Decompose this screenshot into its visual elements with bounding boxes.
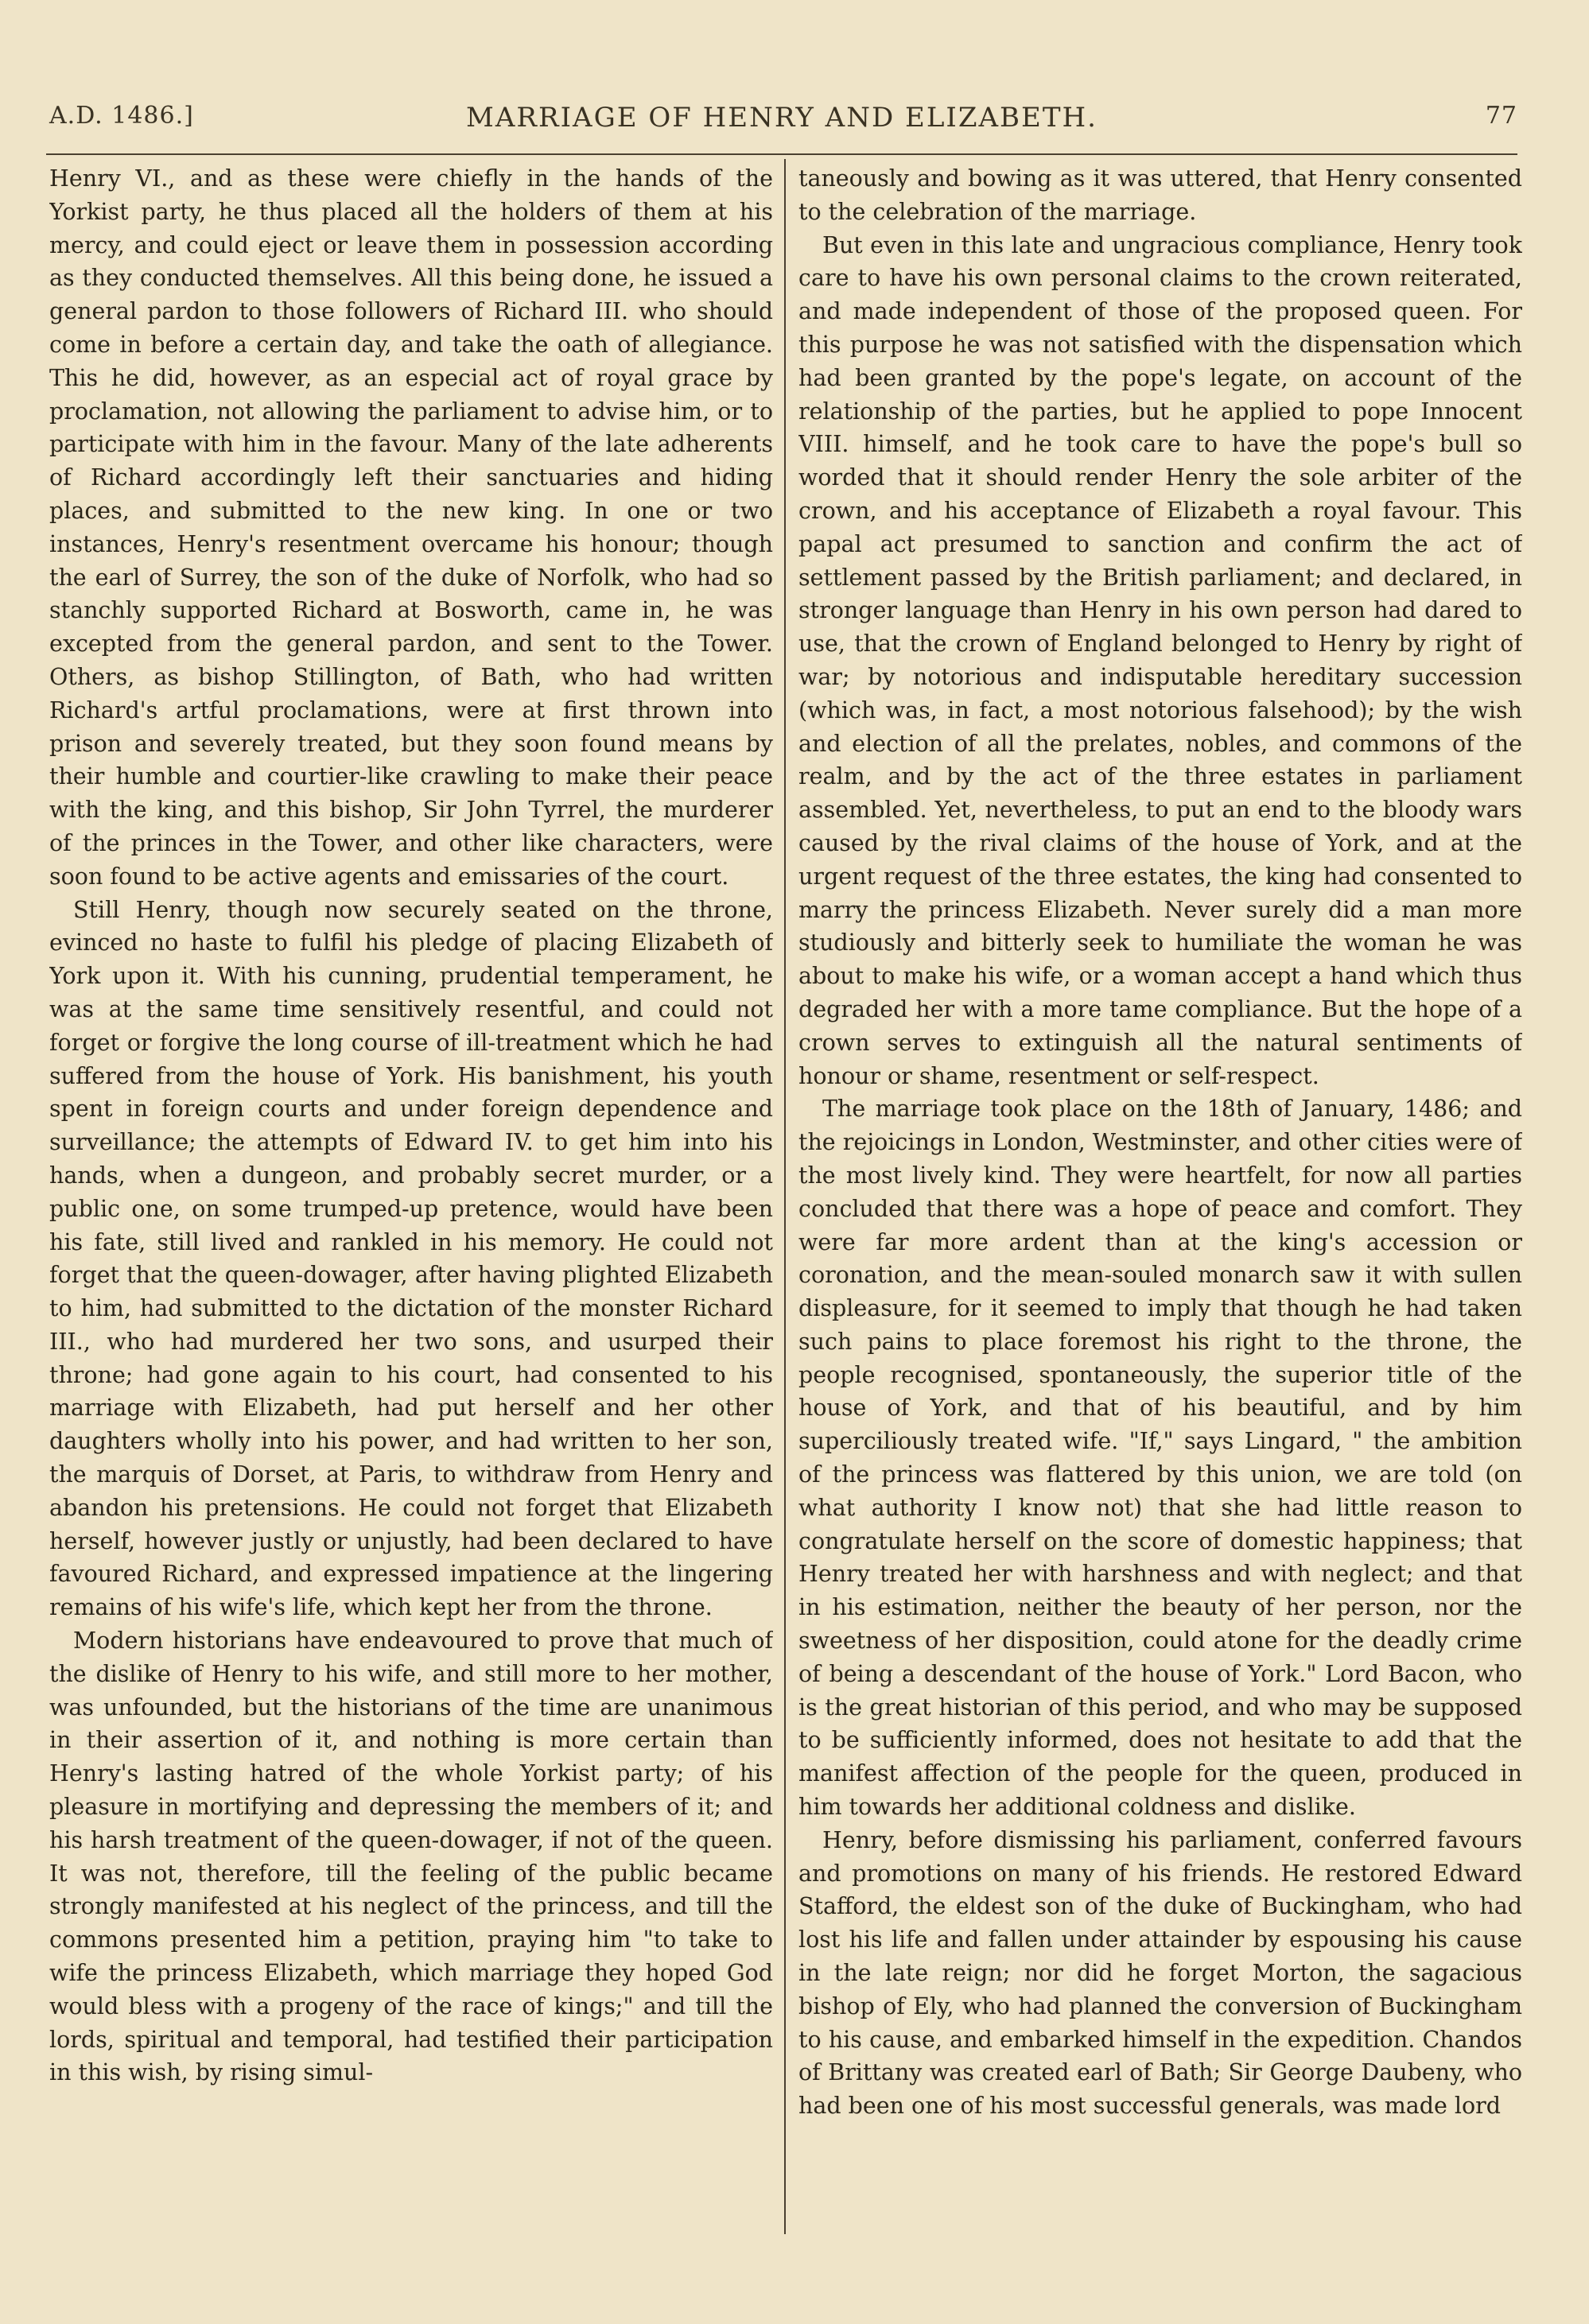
- paragraph: The marriage took place on the 18th of January, 1486; and the rejoicings in London, Westminster, and other cities were of the most lively kind. They were heartfelt, for now all parties concluded that there was a hope of peace and comfort. They were far more ardent than at the king's accession or coronation, and the mean-souled monarch saw it with sullen displeasure, for it seemed to imply that though he had taken such pains to place foremost his right to the throne, the people recognised, spontaneously, the superior title of the house of York, and that of his beautiful, and by him superciliously treated wife. "If," says Lingard, " the ambition of the princess was flattered by this union, we are told (on what authority I know not) that she had little reason to congratulate herself on the score of domestic happiness; that Henry treated her with harshness and with neglect; and that in his estimation, neither the beauty of her person, nor the sweetness of her disposition, could atone for the deadly crime of being a descendant of the house of York." Lord Bacon, who is the great historian of this period, and who may be supposed to be sufficiently informed, does not hesitate to add that the manifest affection of the people for the queen, produced in him towards her additional coldness and dislike.: [798, 1096, 1522, 1821]
- right-column: [798, 162, 1522, 2245]
- header-rule: [46, 153, 1517, 155]
- paragraph: Still Henry, though now securely seated on the throne, evinced no haste to fulfil his pledge of placing Elizabeth of York upon it. With his cunning, prudential temperament, he was at the same time sensitively resentful, and could not forget or forgive the long course of ill-treatment which he had suffered from the house of York. His banishment, his youth spent in foreign courts and under foreign dependence and surveillance; the attempts of Edward IV. to get him into his hands, when a dungeon, and probably secret murder, or a public one, on some trumped-up pretence, would have been his fate, still lived and rankled in his memory. He could not forget that the queen-dowager, after having plighted Elizabeth to him, had submitted to the dictation of the monster Richard III., who had murdered her two sons, and usurped their throne; had gone again to his court, had consented to his marriage with Elizabeth, had put herself and her other daughters wholly into his power, and had written to her son, the marquis of Dorset, at Paris, to withdraw from Henry and abandon his pretensions. He could not forget that Elizabeth herself, however justly or unjustly, had been declared to have favoured Richard, and expressed impatience at the lingering remains of his wife's life, which kept her from the throne.: [49, 896, 773, 1621]
- paragraph: Henry VI., and as these were chiefly in the hands of the Yorkist party, he thus placed all the holders of them at his mercy, and could eject or leave them in possession according as they conducted themselves. All this being done, he issued a general pardon to those followers of Richard III. who should come in before a certain day, and take the oath of allegiance. This he did, however, as an especial act of royal grace by proclamation, not allowing the parliament to advise him, or to participate with him in the favour. Many of the late adherents of Richard accordingly left their sanctuaries and hiding places, and submitted to the new king. In one or two instances, Henry's resentment overcame his honour; though the earl of Surrey, the son of the duke of Norfolk, who had so stanchly supported Richard at Bosworth, came in, he was excepted from the general pardon, and sent to the Tower. Others, as bishop Stillington, of Bath, who had written Richard's artful proclamations, were at first thrown into prison and severely treated, but they soon found means by their humble and courtier-like crawling to make their peace with the king, and this bishop, Sir John Tyrrel, the murderer of the princes in the Tower, and other like characters, were soon found to be active agents and emissaries of the court.: [49, 165, 773, 890]
- paragraph: Henry, before dismissing his parliament, conferred favours and promotions on many of his friends. He restored Edward Stafford, the eldest son of the duke of Buckingham, who had lost his life and fallen under attainder by espousing his cause in the late reign; nor did he forget Morton, the sagacious bishop of Ely, who had planned the conversion of Buckingham to his cause, and embarked himself in the expedition. Chandos of Brittany was created earl of Bath; Sir George Daubeny, who had been one of his most successful generals, was made lord: [798, 1826, 1522, 2120]
- left-column: [49, 162, 773, 2245]
- running-head: [46, 102, 1517, 142]
- header-date: A.D. 1486.]: [49, 102, 194, 130]
- page-number: 77: [1485, 102, 1517, 130]
- paragraph: Modern historians have endeavoured to prove that much of the dislike of Henry to his wife, and still more to her mother, was unfounded, but the historians of the time are unanimous in their assertion of it, and nothing is more certain than Henry's lasting hatred of the whole Yorkist party; of his pleasure in mortifying and depressing the members of it; and his harsh treatment of the queen-dowager, if not of the queen. It was not, therefore, till the feeling of the public became strongly manifested at his neglect of the princess, and till the commons presented him a petition, praying him "to take to wife the princess Elizabeth, which marriage they hoped God would bless with a progeny of the race of kings;" and till the lords, spiritual and temporal, had testified their participation in this wish, by rising simul-: [49, 1628, 773, 2086]
- paragraph: But even in this late and ungracious compliance, Henry took care to have his own personal claims to the crown reiterated, and made independent of those of the proposed queen. For this purpose he was not satisfied with the dispensation which had been granted by the pope's legate, on account of the relationship of the parties, but he applied to pope Innocent VIII. himself, and he took care to have the pope's bull so worded that it should render Henry the sole arbiter of the crown, and his acceptance of Elizabeth a royal favour. This papal act presumed to sanction and confirm the act of settlement passed by the British parliament; and declared, in stronger language than Henry in his own person had dared to use, that the crown of England belonged to Henry by right of war; by notorious and indisputable hereditary succession (which was, in fact, a most notorious falsehood); by the wish and election of all the prelates, nobles, and commons of the realm, and by the act of the three estates in parliament assembled. Yet, nevertheless, to put an end to the bloody wars caused by the rival claims of the house of York, and at the urgent request of the three estates, the king had consented to marry the princess Elizabeth. Never surely did a man more studiously and bitterly seek to humiliate the woman he was about to make his wife, or a woman accept a hand which thus degraded her with a more tame compliance. But the hope of a crown serves to extinguish all the natural sentiments of honour or shame, resentment or self-respect.: [798, 231, 1522, 1089]
- paragraph: taneously and bowing as it was uttered, that Henry consented to the celebration of the marriage.: [798, 165, 1522, 225]
- column-divider: [784, 159, 786, 2234]
- header-title: MARRIAGE OF HENRY AND ELIZABETH.: [466, 102, 1098, 134]
